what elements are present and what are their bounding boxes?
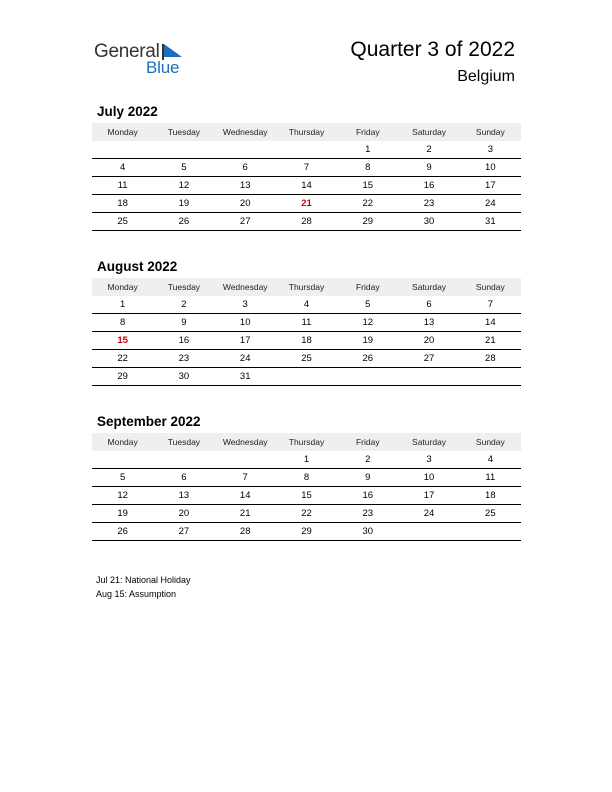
week-row (92, 505, 521, 523)
day-cell: 6 (398, 296, 459, 314)
day-cell: 11 (460, 469, 521, 487)
day-cell: 8 (92, 314, 153, 332)
week-row (92, 296, 521, 314)
weekday-header: Tuesday (153, 433, 214, 451)
week-row (92, 350, 521, 368)
week-row (92, 523, 521, 541)
weekday-header: Thursday (276, 278, 337, 296)
day-cell: 26 (153, 213, 214, 231)
day-cell: 8 (337, 159, 398, 177)
week-row (92, 195, 521, 213)
brand-logo (94, 41, 194, 77)
day-cell: 4 (92, 159, 153, 177)
weekday-header-row (92, 123, 521, 141)
empty-day-cell (337, 368, 398, 386)
empty-day-cell (215, 141, 276, 159)
day-cell: 16 (153, 332, 214, 350)
weekday-header-row (92, 433, 521, 451)
day-cell: 11 (276, 314, 337, 332)
weekday-header: Monday (92, 123, 153, 141)
day-cell: 24 (460, 195, 521, 213)
day-cell: 19 (337, 332, 398, 350)
calendar-table (92, 433, 521, 541)
weekday-header: Monday (92, 433, 153, 451)
calendar-table (92, 278, 521, 386)
day-cell: 1 (337, 141, 398, 159)
weekday-header: Sunday (460, 433, 521, 451)
day-cell: 22 (276, 505, 337, 523)
day-cell: 10 (398, 469, 459, 487)
month-calendar (92, 412, 521, 541)
day-cell: 25 (276, 350, 337, 368)
day-cell: 18 (92, 195, 153, 213)
weekday-header: Tuesday (153, 278, 214, 296)
day-cell: 7 (276, 159, 337, 177)
day-cell: 27 (398, 350, 459, 368)
day-cell: 18 (460, 487, 521, 505)
day-cell: 13 (153, 487, 214, 505)
day-cell: 19 (92, 505, 153, 523)
weekday-header: Saturday (398, 123, 459, 141)
day-cell: 17 (215, 332, 276, 350)
holiday-notes (96, 573, 191, 601)
country-name: Belgium (457, 68, 515, 85)
day-cell: 30 (337, 523, 398, 541)
day-cell: 7 (215, 469, 276, 487)
day-cell: 24 (398, 505, 459, 523)
page-title: Quarter 3 of 2022 (350, 38, 515, 61)
day-cell: 20 (398, 332, 459, 350)
week-row (92, 213, 521, 231)
day-cell: 1 (276, 451, 337, 469)
month-calendar (92, 257, 521, 386)
day-cell: 14 (215, 487, 276, 505)
day-cell: 14 (460, 314, 521, 332)
day-cell: 1 (92, 296, 153, 314)
empty-day-cell (460, 523, 521, 541)
day-cell: 17 (460, 177, 521, 195)
day-cell: 23 (153, 350, 214, 368)
empty-day-cell (398, 368, 459, 386)
empty-day-cell (460, 368, 521, 386)
week-row (92, 177, 521, 195)
weekday-header: Friday (337, 123, 398, 141)
day-cell: 2 (337, 451, 398, 469)
day-cell: 10 (215, 314, 276, 332)
day-cell: 30 (153, 368, 214, 386)
day-cell: 6 (215, 159, 276, 177)
day-cell: 9 (398, 159, 459, 177)
day-cell: 5 (153, 159, 214, 177)
day-cell: 12 (153, 177, 214, 195)
day-cell: 28 (276, 213, 337, 231)
day-cell: 11 (92, 177, 153, 195)
holiday-note: Jul 21: National Holiday (96, 575, 191, 585)
weekday-header: Wednesday (215, 278, 276, 296)
weekday-header: Wednesday (215, 433, 276, 451)
week-row (92, 469, 521, 487)
logo-word-general: General (94, 41, 160, 62)
day-cell: 20 (153, 505, 214, 523)
empty-day-cell (276, 141, 337, 159)
empty-day-cell (153, 451, 214, 469)
weekday-header: Thursday (276, 123, 337, 141)
day-cell: 2 (398, 141, 459, 159)
day-cell: 26 (92, 523, 153, 541)
day-cell: 12 (337, 314, 398, 332)
day-cell: 6 (153, 469, 214, 487)
day-cell: 4 (460, 451, 521, 469)
day-cell: 25 (92, 213, 153, 231)
day-cell: 19 (153, 195, 214, 213)
day-cell: 5 (337, 296, 398, 314)
day-cell: 28 (460, 350, 521, 368)
week-row (92, 314, 521, 332)
day-cell: 29 (92, 368, 153, 386)
day-cell: 27 (215, 213, 276, 231)
day-cell: 3 (460, 141, 521, 159)
empty-day-cell (153, 141, 214, 159)
day-cell: 21 (460, 332, 521, 350)
day-cell: 16 (398, 177, 459, 195)
day-cell: 5 (92, 469, 153, 487)
holiday-day-cell: 15 (92, 332, 153, 350)
week-row (92, 141, 521, 159)
day-cell: 15 (337, 177, 398, 195)
day-cell: 14 (276, 177, 337, 195)
day-cell: 24 (215, 350, 276, 368)
day-cell: 12 (92, 487, 153, 505)
day-cell: 13 (398, 314, 459, 332)
day-cell: 29 (276, 523, 337, 541)
day-cell: 16 (337, 487, 398, 505)
day-cell: 13 (215, 177, 276, 195)
weekday-header: Sunday (460, 123, 521, 141)
day-cell: 22 (92, 350, 153, 368)
day-cell: 3 (398, 451, 459, 469)
weekday-header: Sunday (460, 278, 521, 296)
day-cell: 26 (337, 350, 398, 368)
day-cell: 15 (276, 487, 337, 505)
week-row (92, 159, 521, 177)
day-cell: 30 (398, 213, 459, 231)
day-cell: 9 (153, 314, 214, 332)
week-row (92, 451, 521, 469)
day-cell: 10 (460, 159, 521, 177)
month-title: July 2022 (97, 104, 158, 119)
week-row (92, 487, 521, 505)
day-cell: 18 (276, 332, 337, 350)
weekday-header-row (92, 278, 521, 296)
week-row (92, 368, 521, 386)
day-cell: 2 (153, 296, 214, 314)
weekday-header: Saturday (398, 433, 459, 451)
weekday-header: Friday (337, 278, 398, 296)
logo-word-blue: Blue (146, 58, 180, 77)
empty-day-cell (92, 451, 153, 469)
empty-day-cell (92, 141, 153, 159)
day-cell: 9 (337, 469, 398, 487)
day-cell: 31 (460, 213, 521, 231)
day-cell: 7 (460, 296, 521, 314)
day-cell: 28 (215, 523, 276, 541)
day-cell: 29 (337, 213, 398, 231)
day-cell: 8 (276, 469, 337, 487)
weekday-header: Thursday (276, 433, 337, 451)
day-cell: 22 (337, 195, 398, 213)
day-cell: 20 (215, 195, 276, 213)
weekday-header: Monday (92, 278, 153, 296)
weekday-header: Saturday (398, 278, 459, 296)
empty-day-cell (215, 451, 276, 469)
day-cell: 17 (398, 487, 459, 505)
day-cell: 23 (398, 195, 459, 213)
holiday-day-cell: 21 (276, 195, 337, 213)
day-cell: 25 (460, 505, 521, 523)
day-cell: 3 (215, 296, 276, 314)
week-row (92, 332, 521, 350)
month-title: August 2022 (97, 259, 178, 274)
day-cell: 23 (337, 505, 398, 523)
month-calendar (92, 102, 521, 231)
month-title: September 2022 (97, 414, 201, 429)
day-cell: 27 (153, 523, 214, 541)
weekday-header: Friday (337, 433, 398, 451)
weekday-header: Wednesday (215, 123, 276, 141)
calendar-table (92, 123, 521, 231)
holiday-note: Aug 15: Assumption (96, 589, 177, 599)
weekday-header: Tuesday (153, 123, 214, 141)
day-cell: 21 (215, 505, 276, 523)
day-cell: 31 (215, 368, 276, 386)
empty-day-cell (276, 368, 337, 386)
empty-day-cell (398, 523, 459, 541)
day-cell: 4 (276, 296, 337, 314)
